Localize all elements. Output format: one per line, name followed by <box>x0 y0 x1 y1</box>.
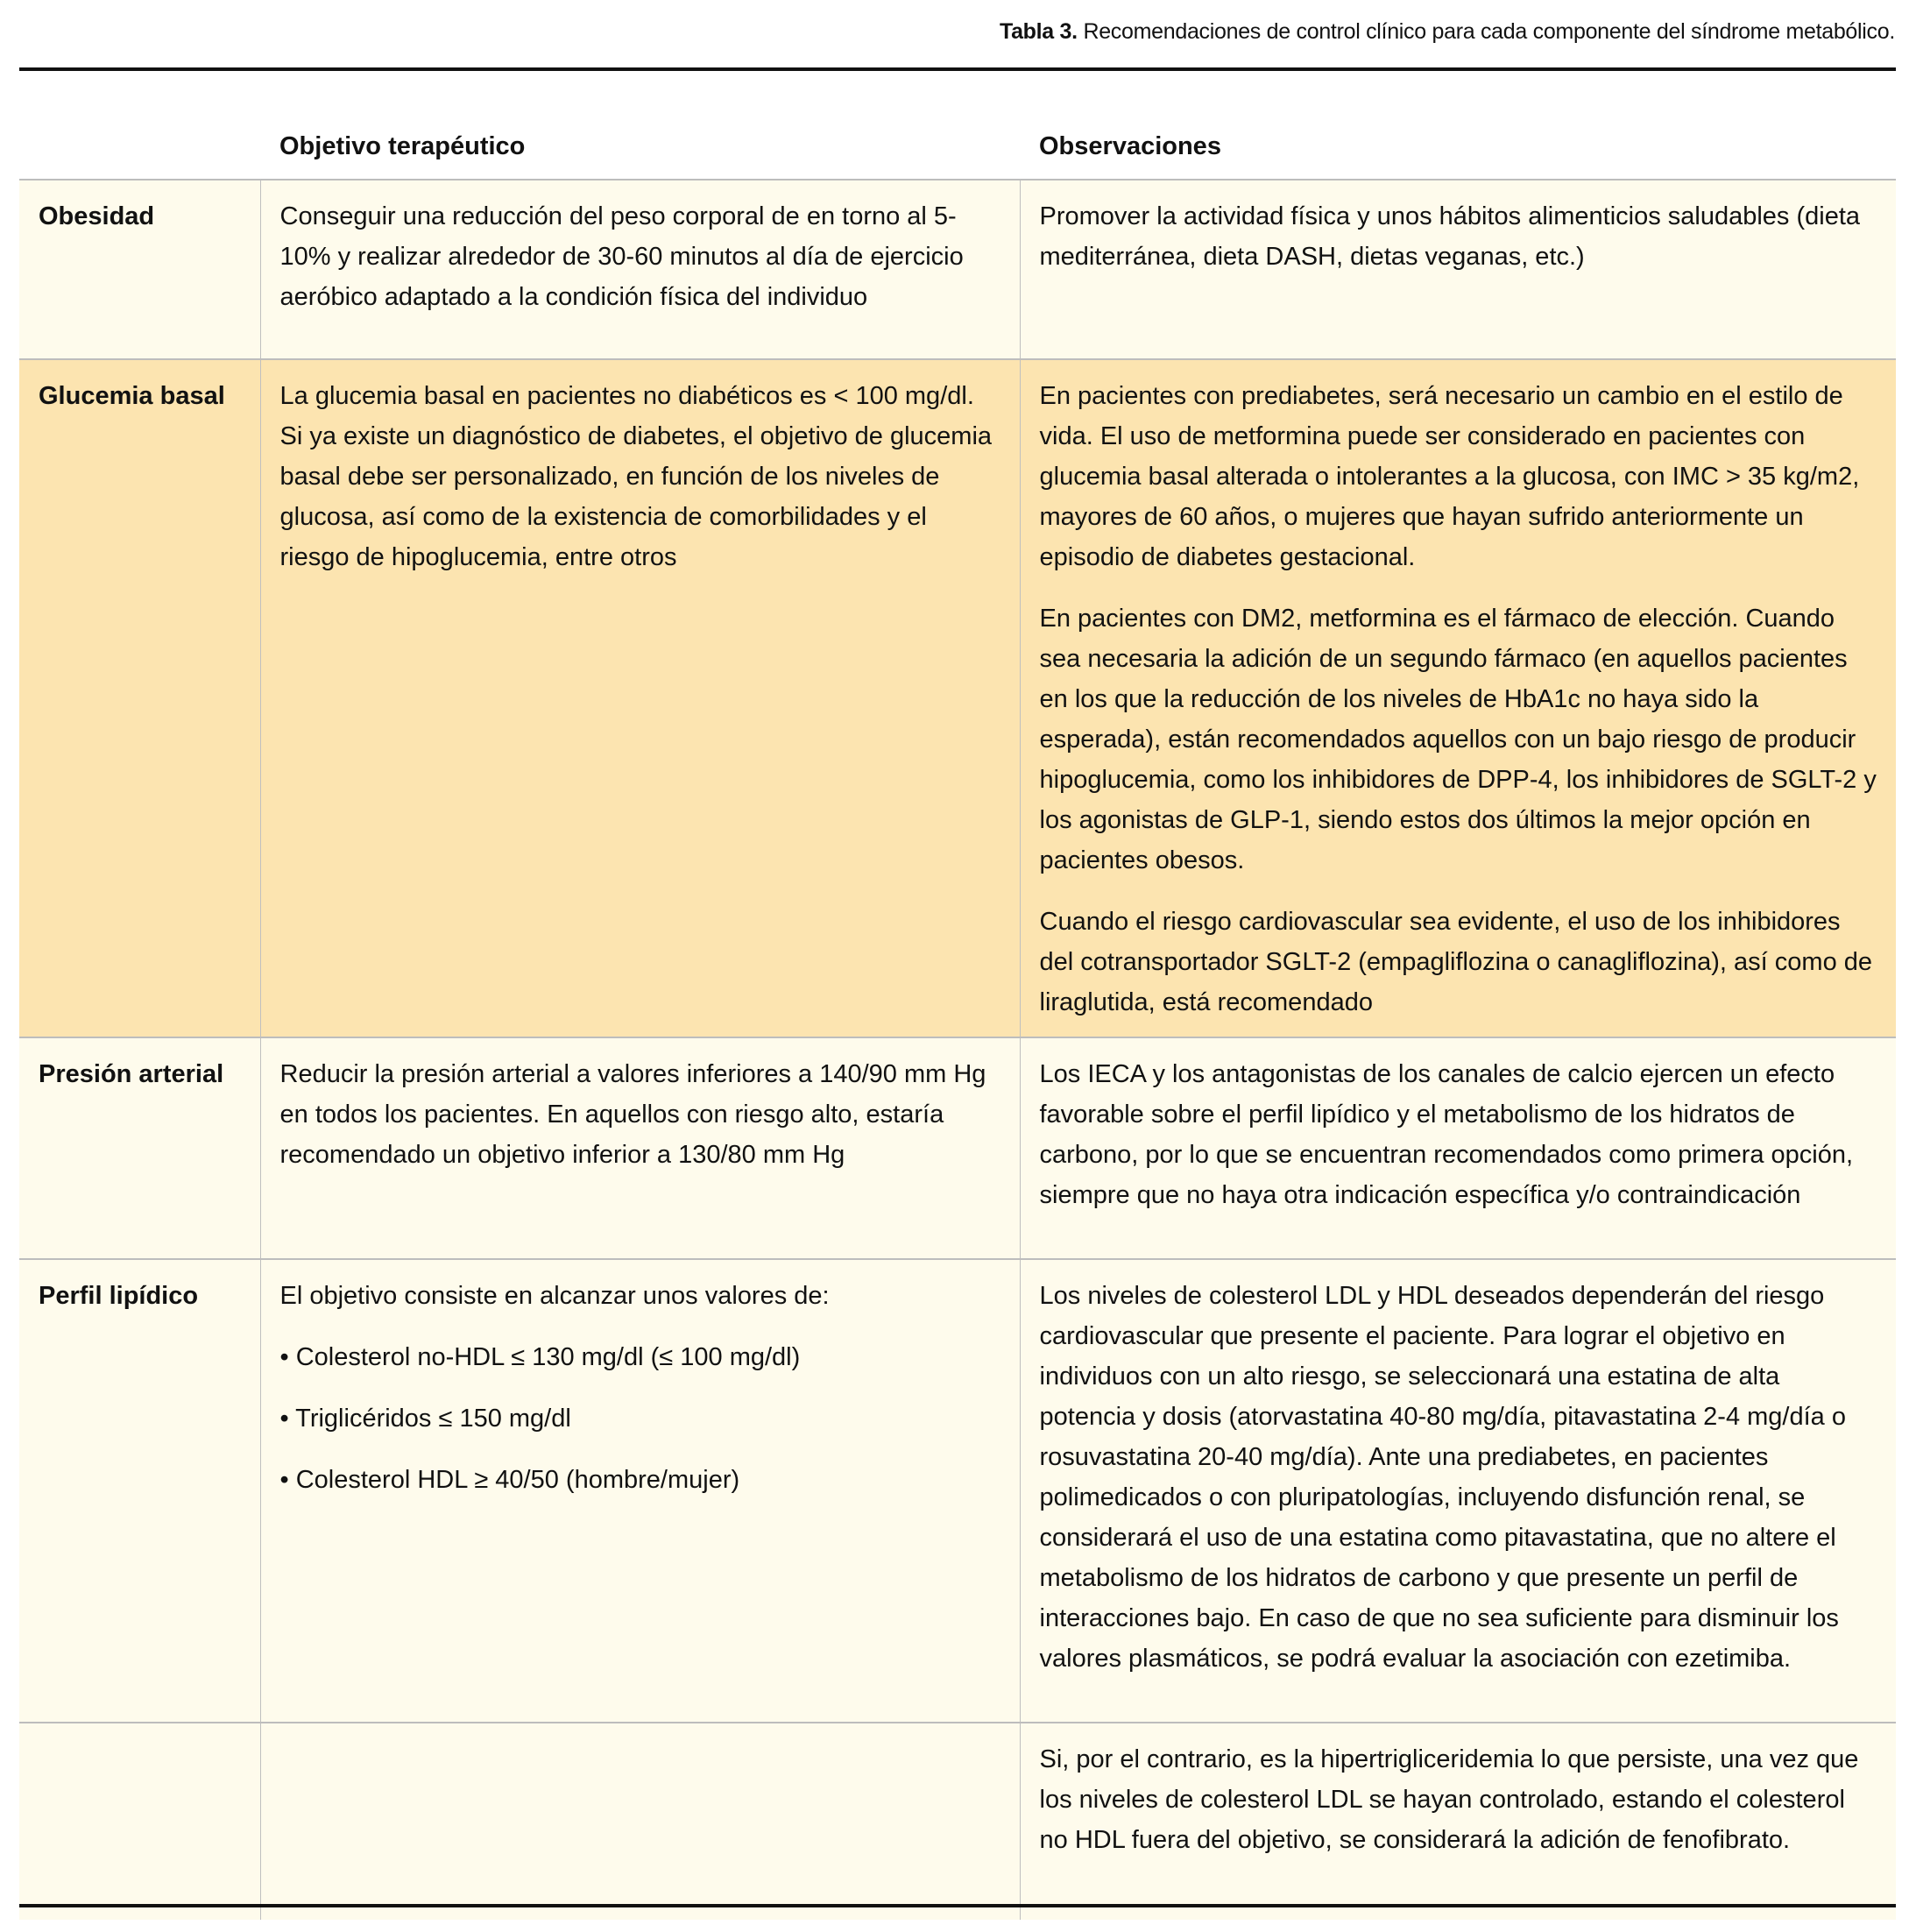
objective-cell <box>260 180 1020 359</box>
objective-cell <box>260 1723 1020 1920</box>
table-row-glucemia <box>19 359 1896 1037</box>
observations-cell <box>1020 359 1896 1037</box>
table-caption <box>1000 19 1895 45</box>
observations-cell <box>1020 1259 1896 1723</box>
row-label <box>19 1723 260 1920</box>
header-row <box>19 105 1896 180</box>
observations-cell <box>1020 1037 1896 1259</box>
objective-text: Reducir la presión arterial a valores inferiores a 140/90 mm Hg en todos los pacientes. En aquellos con riesgo alto, estaría recomendado un objetivo inferior a 130/80 mm Hg <box>279 1060 986 1169</box>
observations-cell <box>1020 180 1896 359</box>
objective-cell <box>260 1259 1020 1723</box>
observation-text: Si, por el contrario, es la hipertrigliceridemia lo que persiste, una vez que los niveles de colesterol LDL se hayan controlado, estando el colesterol no HDL fuera del objetivo, se considerará la adición de fenofibrato. <box>1039 1745 1859 1854</box>
bottom-rule <box>19 1904 1896 1907</box>
objective-text: La glucemia basal en pacientes no diabéticos es < 100 mg/dl. Si ya existe un diagnóstico de diabetes, el objetivo de glucemia basal debe ser personalizado, en función de los niveles de glucosa, así como de la existencia de comorbilidades y el riesgo de hipoglucemia, entre otros <box>279 382 993 571</box>
observation-text: Los IECA y los antagonistas de los canales de calcio ejercen un efecto favorable sobre el perfil lipídico y el metabolismo de los hidratos de carbono, por lo que se encuentran recomendados como primera opción, siempre que no haya otra indicación específica y/o contraindicación <box>1039 1060 1854 1209</box>
row-label: Glucemia basal <box>19 359 260 1037</box>
observations-cell <box>1020 1723 1896 1920</box>
row-label: Perfil lipídico <box>19 1259 260 1723</box>
caption-text: Recomendaciones de control clínico para cada componente del síndrome metabólico. <box>1077 19 1895 44</box>
row-label: Obesidad <box>19 180 260 359</box>
objective-bullet: • Colesterol no-HDL ≤ 130 mg/dl (≤ 100 mg/dl) <box>279 1343 801 1371</box>
objective-bullet: • Colesterol HDL ≥ 40/50 (hombre/mujer) <box>279 1466 740 1494</box>
objective-bullet: • Triglicéridos ≤ 150 mg/dl <box>279 1405 571 1433</box>
observation-text: En pacientes con prediabetes, será necesario un cambio en el estilo de vida. El uso de metformina puede ser considerado en pacientes con glucemia basal alterada o intolerantes a la glucosa, con IMC > 35 kg/m2, mayores de 60 años, o mujeres que hayan sufrido anteriormente un episodio de diabetes gestacional. <box>1039 382 1860 571</box>
top-rule <box>19 67 1896 71</box>
objective-text: Conseguir una reducción del peso corporal de en torno al 5-10% y realizar alrededor de 30-60 minutos al día de ejercicio aeróbico adaptado a la condición física del individuo <box>279 202 964 311</box>
header-component <box>19 105 260 180</box>
observation-text: Los niveles de colesterol LDL y HDL deseados dependerán del riesgo cardiovascular que presente el paciente. Para lograr el objetivo en individuos con un alto riesgo, se seleccionará una estatina de alta potencia y dosis (atorvastatina 40-80 mg/día, pitavastatina 2-4 mg/día o rosuvastatina 20-40 mg/día). Ante una prediabetes, en pacientes polimedicados o con pluripatologías, incluyendo disfunción renal, se considerará el uso de una estatina como pitavastatina, que no altere el metabolismo de los hidratos de carbono y que presente un perfil de interacciones bajo. En caso de que no sea suficiente para disminuir los valores plasmáticos, se podrá evaluar la asociación con ezetimiba. <box>1039 1282 1846 1673</box>
header-observations: Observaciones <box>1039 132 1221 160</box>
caption-label: Tabla 3. <box>999 19 1078 44</box>
observation-text: Cuando el riesgo cardiovascular sea evidente, el uso de los inhibidores del cotransportador SGLT-2 (empagliflozina o canagliflozina), así como de liraglutida, está recomendado <box>1039 908 1873 1016</box>
table-row-obesidad <box>19 180 1896 359</box>
header-objective: Objetivo terapéutico <box>279 132 526 160</box>
table-row-continuation <box>19 1723 1896 1920</box>
table-row-perfil-lipidico <box>19 1259 1896 1723</box>
objective-text: El objetivo consiste en alcanzar unos valores de: <box>279 1282 830 1310</box>
observation-text: En pacientes con DM2, metformina es el fármaco de elección. Cuando sea necesaria la adición de un segundo fármaco (en aquellos pacientes en los que la reducción de los niveles de HbA1c no haya sido la esperada), están recomendados aquellos con un bajo riesgo de producir hipoglucemia, como los inhibidores de DPP-4, los inhibidores de SGLT-2 y los agonistas de GLP-1, siendo estos dos últimos la mejor opción en pacientes obesos. <box>1039 605 1877 874</box>
observation-text: Promover la actividad física y unos hábitos alimenticios saludables (dieta mediterránea, dieta DASH, dietas veganas, etc.) <box>1039 202 1861 271</box>
table-row-presion <box>19 1037 1896 1259</box>
objective-cell <box>260 359 1020 1037</box>
row-label: Presión arterial <box>19 1037 260 1259</box>
objective-cell <box>260 1037 1020 1259</box>
recommendations-table <box>19 105 1896 1920</box>
